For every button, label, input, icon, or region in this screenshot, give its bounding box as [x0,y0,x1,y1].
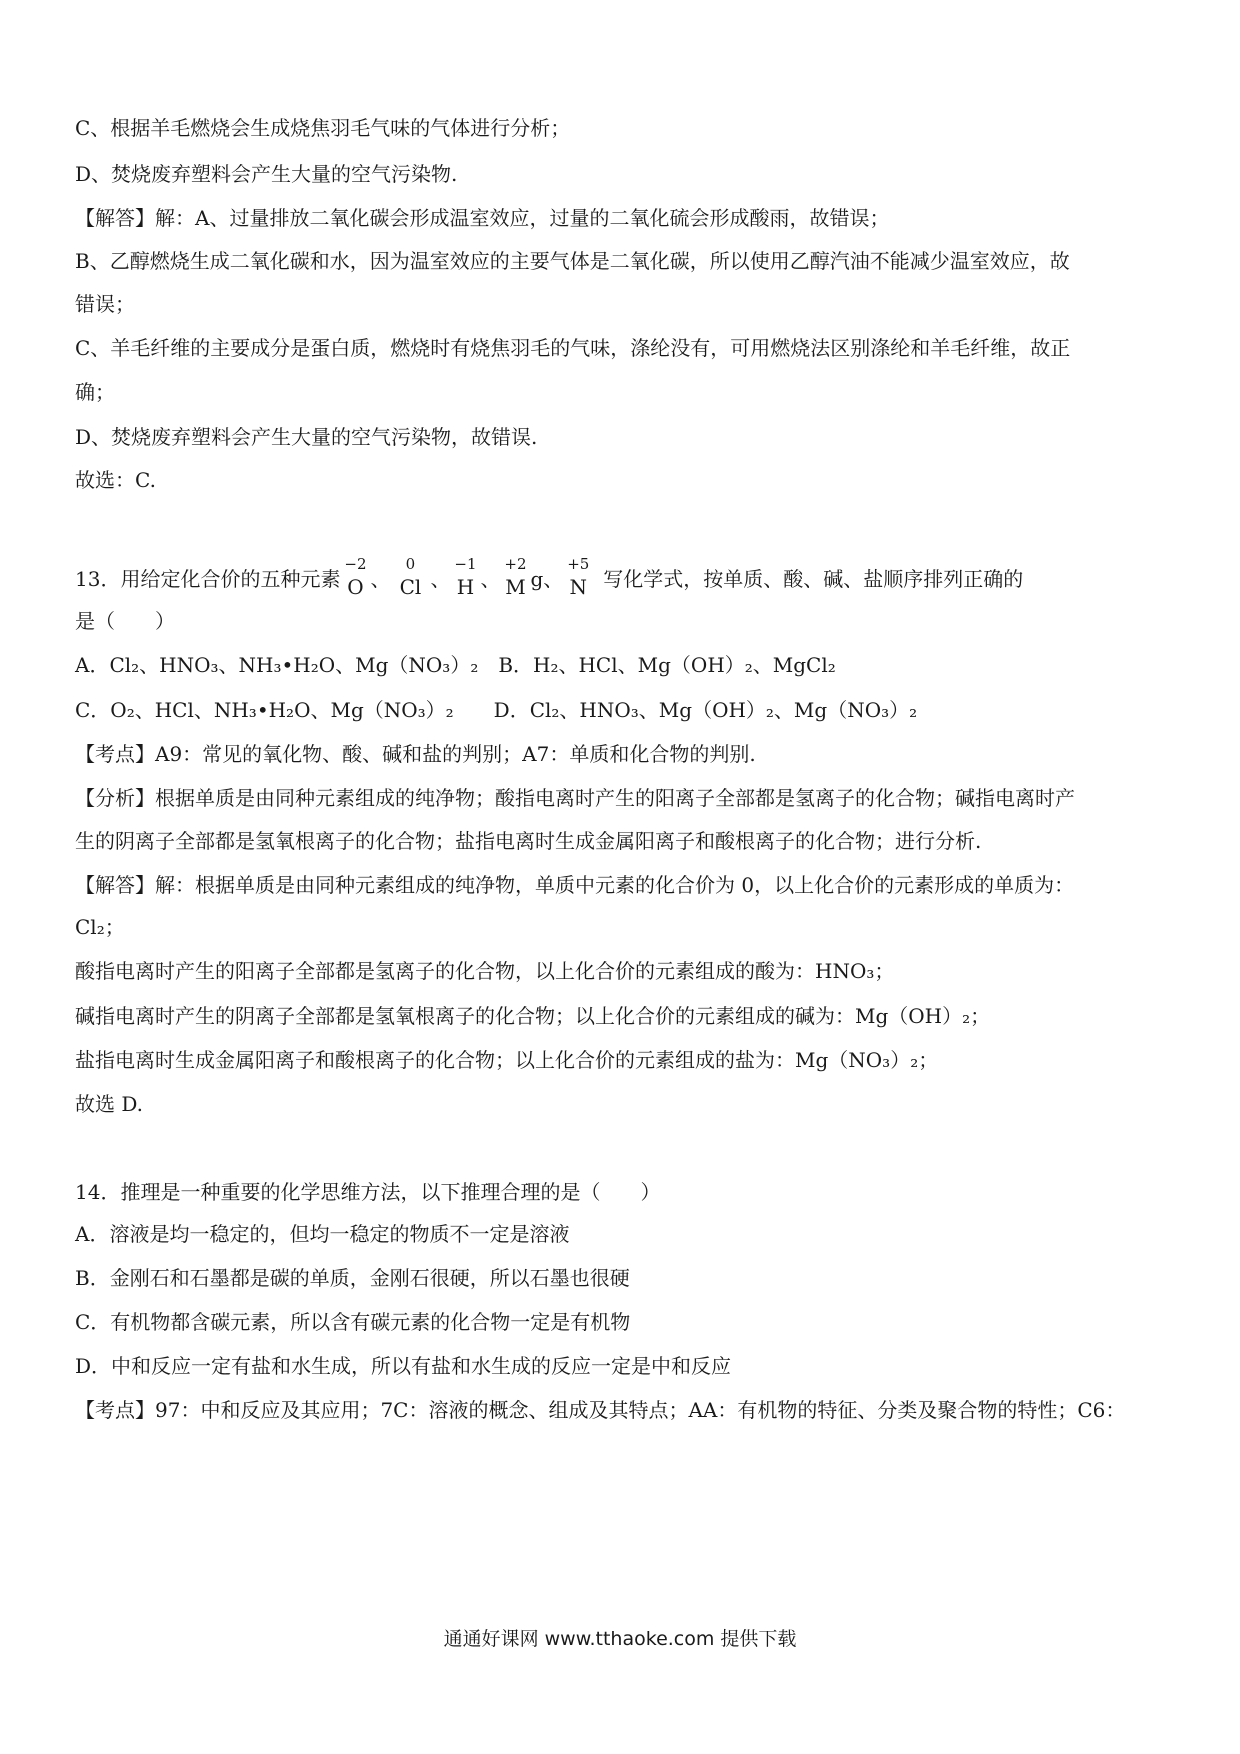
text-line: C、根据羊毛燃烧会生成烧焦羽毛气味的气体进行分析； [75,116,571,140]
question-13-options-cd: C．O₂、HCl、NH₃•H₂O、Mg（NO₃）₂ D．Cl₂、HNO₃、Mg（OH）₂、Mg（NO₃）₂ [75,698,918,722]
question-13-options-ab: A．Cl₂、HNO₃、NH₃•H₂O、Mg（NO₃）₂ B．H₂、HCl、Mg（OH）₂、MgCl₂ [75,653,836,677]
question-13-answer: 故选 D. [75,1092,144,1116]
question-13-jieda: Cl₂； [75,915,125,939]
question-14-stem: 14．推理是一种重要的化学思维方法，以下推理合理的是（ ） [75,1180,661,1204]
valence-nitrogen: +5 N [567,555,590,599]
question-14-kaodian: 【考点】97：中和反应及其应用；7C：溶液的概念、组成及其特点；AA：有机物的特征、分类及聚合物的特性；C6： [75,1398,1126,1422]
text-line: C、羊毛纤维的主要成分是蛋白质，燃烧时有烧焦羽毛的气味，涤纶没有，可用燃烧法区别涤纶和羊毛纤维，故正 [75,336,1071,360]
text-line: 确； [75,380,115,404]
valence-magnesium: +2 M [504,555,527,599]
text-line: B、乙醇燃烧生成二氧化碳和水，因为温室效应的主要气体是二氧化碳，所以使用乙醇汽油不能减少温室效应，故 [75,249,1070,273]
question-13-fenxi: 【分析】根据单质是由同种元素组成的纯净物；酸指电离时产生的阳离子全部都是氢离子的化合物；碱指电离时产 [75,786,1075,810]
text-line: D、焚烧废弃塑料会产生大量的空气污染物，故错误. [75,425,538,449]
page-footer: 通通好课网 www.tthaoke.com 提供下载 [443,1628,797,1650]
question-13-stem: 13．用给定化合价的五种元素 −2 O 、 0 Cl 、 −1 H 、 +2 M g、 +5 N 写化学式，按单质、酸、碱、盐顺序排列正确的 [75,555,1024,599]
valence-hydrogen: −1 H [454,555,477,599]
text-line: 错误； [75,292,135,316]
text-line: 故选：C. [75,468,156,492]
question-13-fenxi: 生的阴离子全部都是氢氧根离子的化合物；盐指电离时生成金属阳离子和酸根离子的化合物；进行分析. [75,829,982,853]
question-13-stem-line2: 是（ ） [75,609,175,633]
text-line: 【解答】解：A、过量排放二氧化碳会形成温室效应，过量的二氧化硫会形成酸雨，故错误； [75,206,890,230]
text-line: D、焚烧废弃塑料会产生大量的空气污染物. [75,162,458,186]
question-14-option-a: A．溶液是均一稳定的，但均一稳定的物质不一定是溶液 [75,1222,570,1246]
valence-chlorine: 0 Cl [399,555,422,599]
question-13-jieda: 盐指电离时生成金属阳离子和酸根离子的化合物；以上化合价的元素组成的盐为：Mg（NO₃）₂； [75,1048,939,1072]
question-14-option-b: B．金刚石和石墨都是碳的单质，金刚石很硬，所以石墨也很硬 [75,1266,630,1290]
question-13-jieda: 碱指电离时产生的阴离子全部都是氢氧根离子的化合物；以上化合价的元素组成的碱为：Mg（OH）₂； [75,1004,991,1028]
question-13-kaodian: 【考点】A9：常见的氧化物、酸、碱和盐的判别；A7：单质和化合物的判别. [75,742,756,766]
question-13-jieda: 【解答】解：根据单质是由同种元素组成的纯净物，单质中元素的化合价为 0，以上化合价的元素形成的单质为： [75,873,1075,897]
question-13-prefix: 13．用给定化合价的五种元素 [75,567,341,591]
question-13-jieda: 酸指电离时产生的阳离子全部都是氢离子的化合物，以上化合价的元素组成的酸为：HNO₃； [75,959,895,983]
question-14-option-c: C．有机物都含碳元素，所以含有碳元素的化合物一定是有机物 [75,1310,631,1334]
question-14-option-d: D．中和反应一定有盐和水生成，所以有盐和水生成的反应一定是中和反应 [75,1354,732,1378]
valence-oxygen: −2 O [344,555,367,599]
